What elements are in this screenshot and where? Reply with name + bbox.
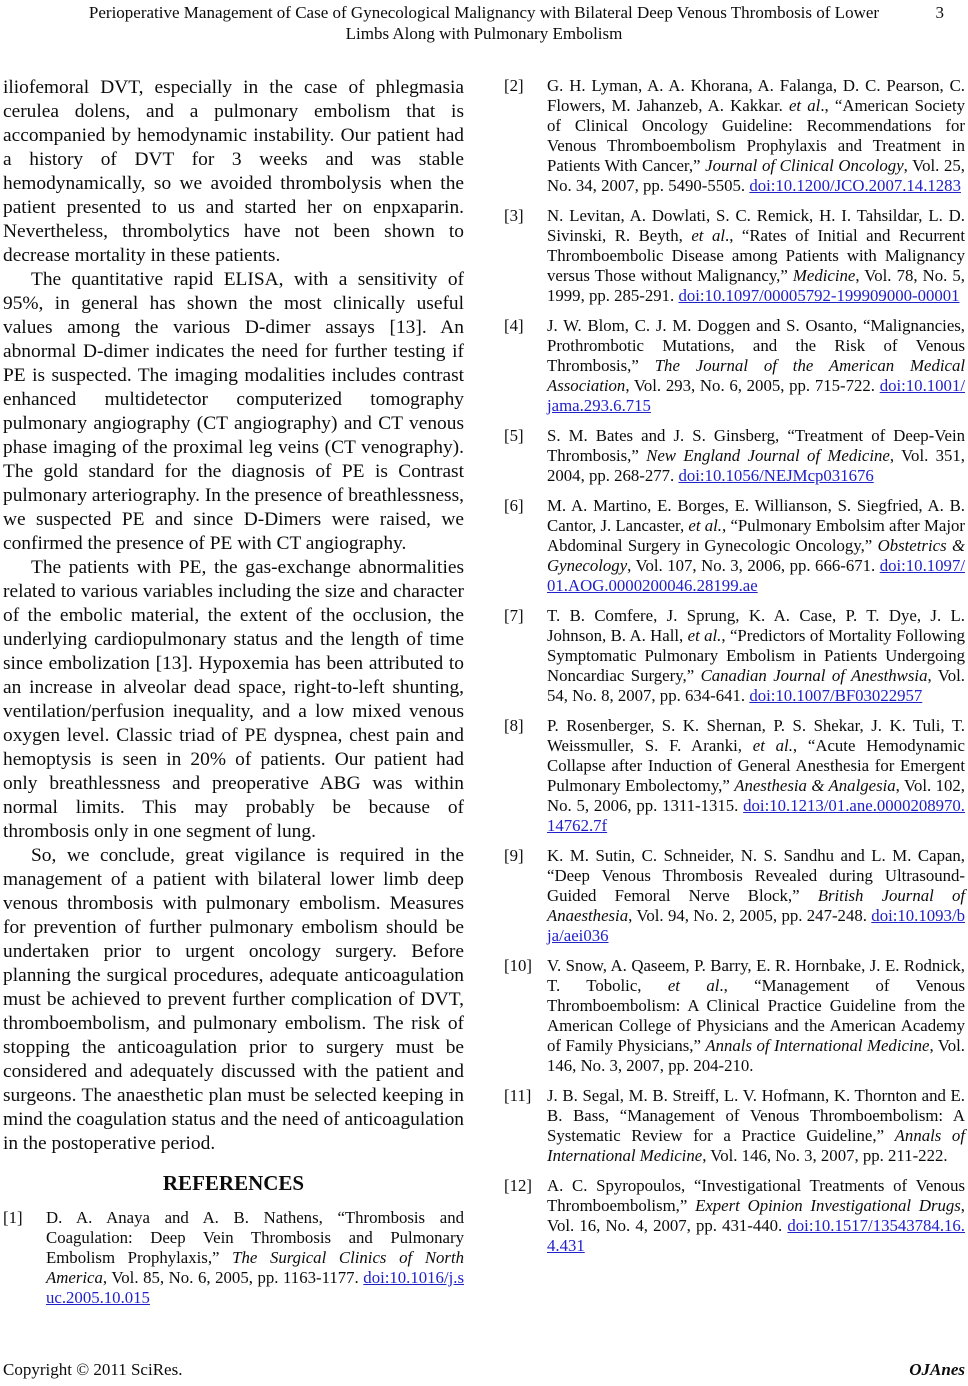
reference-number: [12] — [504, 1176, 532, 1195]
reference-item — [504, 426, 965, 486]
reference-fragment: , “Pulmonary Embolsim after Major Abdominal Surgery in Gynecologic Oncology,” — [547, 516, 965, 555]
reference-item — [504, 496, 965, 596]
reference-text — [547, 606, 965, 706]
reference-italic-fragment: Expert Opinion Investigational Drugs — [695, 1196, 961, 1215]
body-paragraph: iliofemoral DVT, especially in the case of phlegmasia cerulea dolens, and a pulmonary embolism that is accompanied by hemodynamic instability. Our patient had a history of DVT for 3 weeks and was stable hemodynamically, so we avoided thrombolysis when the patient presented to us and started her on enpxaparin. Nevertheless, thrombolytics have not been shown to decrease mortality in these patients. — [3, 77, 464, 266]
reference-text — [547, 76, 965, 196]
reference-fragment: , Vol. 146, No. 3, 2007, pp. 211-222. — [702, 1146, 948, 1165]
body-paragraph: The quantitative rapid ELISA, with a sensitivity of 95%, in general has shown the most clinically useful values among the various D-dimer assays [13]. An abnormal D-dimer indicates the need for further testing if PE is suspected. The imaging modalities includes contrast enhanced multidetector computerized tomography pulmonary angiography (CT angiography) and CT venous phase imaging of the proximal leg veins (CT venography). The gold standard for the diagnosis of PE is Contrast pulmonary arteriography. In the presence of breathlessness, we suspected PE and since D-Dimers were raised, we confirmed the presence of PE with CT angiography. — [3, 269, 464, 554]
reference-number: [2] — [504, 76, 524, 95]
reference-italic-fragment: British Journal of Anaesthesia — [547, 886, 965, 925]
reference-fragment: J. W. Blom, C. J. M. Doggen and S. Osanto, “Malignancies, Prothrombotic Mutations, and the Risk of Venous Thrombosis,” — [547, 316, 965, 375]
reference-number: [4] — [504, 316, 524, 335]
reference-fragment: ., “Management of Venous Thromboembolism: A Clinical Practice Guideline from the American College of Physicians and the American Academy of Family Physicians,” — [547, 976, 965, 1055]
reference-list-right — [504, 76, 965, 1256]
reference-italic-fragment: et al. — [687, 626, 722, 645]
doi-link[interactable]: doi:10.1007/BF03022957 — [749, 686, 923, 705]
reference-number: [6] — [504, 496, 524, 515]
reference-item — [3, 1208, 464, 1308]
reference-text — [547, 1176, 965, 1256]
reference-text — [547, 426, 965, 486]
reference-fragment: N. Levitan, A. Dowlati, S. C. Remick, H. I. Tahsildar, L. D. Sivinski, R. Beyth, — [547, 206, 965, 245]
reference-fragment: , Vol. 78, No. 5, 1999, pp. 285-291. — [547, 266, 965, 305]
doi-link[interactable]: doi:10.1001/jama.293.6.715 — [547, 376, 965, 415]
reference-number: [5] — [504, 426, 524, 445]
reference-italic-fragment: et al — [788, 96, 821, 115]
reference-text — [547, 1086, 965, 1166]
reference-item — [504, 76, 965, 196]
reference-italic-fragment: et al — [691, 226, 725, 245]
reference-item — [504, 716, 965, 836]
reference-number: [7] — [504, 606, 524, 625]
reference-item — [504, 316, 965, 416]
reference-text — [547, 846, 965, 946]
reference-text — [46, 1208, 464, 1308]
reference-text — [547, 206, 965, 306]
reference-fragment: G. H. Lyman, A. A. Khorana, A. Falanga, D. C. Pearson, C. Flowers, M. Jahanzeb, A. Kakkar. — [547, 76, 965, 115]
reference-fragment: K. M. Sutin, C. Schneider, N. S. Sandhu and L. M. Capan, “Deep Venous Thrombosis Revealed during Ultrasound-Guided Femoral Nerve Block,” — [547, 846, 965, 905]
reference-italic-fragment: Medicine — [792, 266, 856, 285]
reference-fragment: , Vol. 107, No. 3, 2006, pp. 666-671. — [627, 556, 880, 575]
reference-item — [504, 206, 965, 306]
reference-fragment: , “Predictors of Mortality Following Symptomatic Pulmonary Embolism in Patients Undergoing Noncardiac Surgery,” — [547, 626, 965, 685]
reference-number: [11] — [504, 1086, 532, 1105]
reference-fragment: , Vol. 94, No. 2, 2005, pp. 247-248. — [628, 906, 872, 925]
reference-italic-fragment: Anesthesia & Analgesia — [734, 776, 896, 795]
reference-number: [8] — [504, 716, 524, 735]
reference-text — [547, 496, 965, 596]
reference-number: [10] — [504, 956, 532, 975]
doi-link[interactable]: doi:10.1056/NEJMcp031676 — [678, 466, 874, 485]
reference-list-left — [3, 1208, 464, 1308]
reference-fragment: , Vol. 25, No. 34, 2007, pp. 5490-5505. — [547, 156, 965, 195]
journal-name: OJAnes — [909, 1360, 965, 1379]
reference-fragment: ., “Rates of Initial and Recurrent Thromboembolic Disease among Patients with Malignancy versus Those without Malignancy,” — [547, 226, 965, 285]
reference-item — [504, 1086, 965, 1166]
doi-link[interactable]: doi:10.1097/00005792-199909000-00001 — [678, 286, 960, 305]
reference-number: [3] — [504, 206, 524, 225]
reference-fragment: T. B. Comfere, J. Sprung, K. A. Case, P. T. Dye, J. L. Johnson, B. A. Hall, — [547, 606, 965, 645]
reference-text — [547, 316, 965, 416]
left-column — [3, 76, 464, 1318]
reference-italic-fragment: New England Journal of Medicine — [646, 446, 890, 465]
doi-link[interactable]: doi:10.1016/j.suc.2005.10.015 — [46, 1268, 464, 1307]
doi-link[interactable]: doi:10.1097/01.AOG.0000200046.28199.ae — [547, 556, 965, 595]
doi-link[interactable]: doi:10.1213/01.ane.0000208970.14762.7f — [547, 796, 965, 835]
doi-link[interactable]: doi:10.1517/13543784.16.4.431 — [547, 1216, 965, 1255]
reference-fragment: , Vol. 146, No. 3, 2007, pp. 204-210. — [547, 1036, 966, 1075]
doi-link[interactable]: doi:10.1093/bja/aei036 — [547, 906, 965, 945]
reference-number: [9] — [504, 846, 524, 865]
reference-fragment: , Vol. 293, No. 6, 2005, pp. 715-722. — [625, 376, 880, 395]
reference-fragment: , Vol. 102, No. 5, 2006, pp. 1311-1315. — [547, 776, 966, 815]
reference-item — [504, 956, 965, 1076]
doi-link[interactable]: doi:10.1200/JCO.2007.14.1283 — [749, 176, 961, 195]
copyright-text: Copyright © 2011 SciRes. — [3, 1360, 183, 1379]
reference-fragment: P. Rosenberger, S. K. Shernan, P. S. Shekar, J. K. Tuli, T. Weissmuller, S. F. Aranki, — [547, 716, 965, 755]
reference-italic-fragment: Annals of International Medicine — [705, 1036, 930, 1055]
reference-italic-fragment: The Journal of the American Medical Association — [547, 356, 965, 395]
reference-number: [1] — [3, 1208, 23, 1227]
body-paragraph: The patients with PE, the gas-exchange abnormalities related to various variables including the size and character of the embolic material, the extent of the occlusion, the underlying cardiopulmonary status and the length of time since embolization [13]. Hypoxemia has been attributed to an increase in alveolar dead space, right-to-left shunting, ventilation/perfusion inequality, and a low mixed venous oxygen level. Classic triad of PE dyspnea, chest pain and hemoptysis is seen in 20% of patients. Our patient had only breathlessness and preoperative ABG was within normal limits. This may probably be because of thrombosis only in one segment of lung. — [3, 557, 464, 842]
reference-fragment: , Vol. 16, No. 4, 2007, pp. 431-440. — [547, 1196, 965, 1235]
reference-item — [504, 606, 965, 706]
page-number: 3 — [935, 3, 944, 22]
reference-fragment: M. A. Martino, E. Borges, E. Willianson, S. Siegfried, A. B. Cantor, J. Lancaster, — [547, 496, 965, 535]
reference-fragment: D. A. Anaya and A. B. Nathens, “Thrombosis and Coagulation: Deep Vein Thrombosis and Pulmonary Embolism Prophylaxis,” — [46, 1208, 464, 1267]
reference-fragment: S. M. Bates and J. S. Ginsberg, “Treatment of Deep-Vein Thrombosis,” — [547, 426, 965, 465]
body-paragraph: So, we conclude, great vigilance is required in the management of a patient with bilateral lower limb deep venous thrombosis with pulmonary embolism. Measures for prevention of further pulmonary embolism should be undertaken prior to urgent oncology surgery. Before planning the surgical procedures, adequate anticoagulation must be achieved to prevent further complication of DVT, thromboembolism, and pulmonary embolism. The risk of stopping the anticoagulation prior to surgery must be considered and adequately discussed with the patient and surgeons. The anaesthetic plan must be selected keeping in mind the coagulation status and the need of anticoagulation in the postoperative period. — [3, 845, 464, 1154]
reference-fragment: ., “American Society of Clinical Oncology Guideline: Recommendations for Venous Thromboembolism Prophylaxis and Treatment in Patients With Cancer,” — [547, 96, 966, 175]
right-column — [504, 76, 965, 1318]
reference-fragment: A. C. Spyropoulos, “Investigational Treatments of Venous Thromboembolism,” — [547, 1176, 965, 1215]
reference-italic-fragment: Journal of Clinical Oncology — [705, 156, 904, 175]
reference-fragment: J. B. Segal, M. B. Streiff, L. V. Hofmann, K. Thornton and E. B. Bass, “Management of Venous Thromboembolism: A Systematic Review for a Practice Guideline,” — [547, 1086, 965, 1145]
reference-item — [504, 1176, 965, 1256]
reference-item — [504, 846, 965, 946]
reference-italic-fragment: Obstetrics & Gynecology — [547, 536, 965, 575]
references-heading: REFERENCES — [162, 1171, 305, 1195]
reference-fragment: , Vol. 351, 2004, pp. 268-277. — [547, 446, 965, 485]
reference-fragment: , “Acute Hemodynamic Collapse after Induction of General Anesthesia for Emergent Pulmonary Embolectomy,” — [547, 736, 965, 795]
reference-fragment: , Vol. 85, No. 6, 2005, pp. 1163-1177. — [102, 1268, 364, 1287]
reference-italic-fragment: et al. — [752, 736, 793, 755]
reference-text — [547, 716, 965, 836]
reference-italic-fragment: et al. — [688, 516, 722, 535]
page-footer — [3, 1360, 965, 1380]
reference-italic-fragment: et al — [667, 976, 720, 995]
reference-italic-fragment: Annals of International Medicine — [547, 1126, 965, 1165]
page-header — [0, 2, 968, 44]
reference-italic-fragment: Canadian Journal of Anesthwsia — [700, 666, 928, 685]
paper-title: Perioperative Management of Case of Gynecological Malignancy with Bilateral Deep Venous Thrombosis of Lower Limbs Along with Pulmonary Embolism — [88, 3, 880, 43]
reference-fragment: V. Snow, A. Qaseem, P. Barry, E. R. Hornbake, J. E. Rodnick, T. Tobolic, — [547, 956, 965, 995]
reference-fragment: , Vol. 54, No. 8, 2007, pp. 634-641. — [547, 666, 965, 705]
reference-text — [547, 956, 965, 1076]
reference-italic-fragment: The Surgical Clinics of North America — [46, 1248, 464, 1287]
two-column-layout — [3, 76, 965, 1318]
